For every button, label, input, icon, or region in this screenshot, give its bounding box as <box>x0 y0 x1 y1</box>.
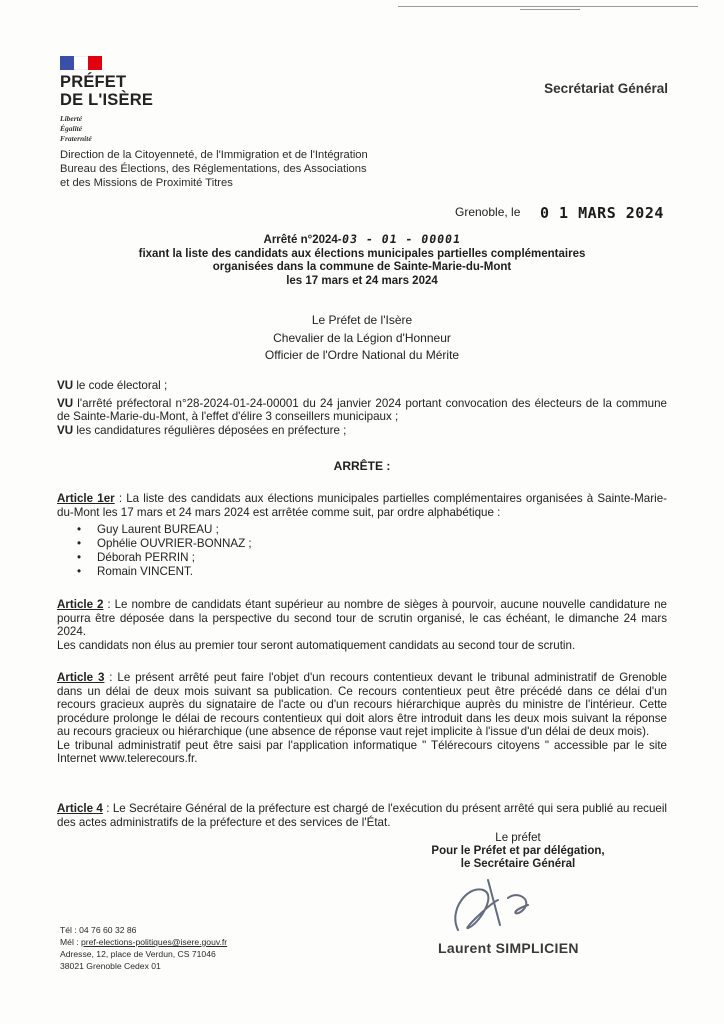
title-line-2: fixant la liste des candidats aux élections municipales partielles complémentaires <box>138 247 586 260</box>
prefecture-brand <box>60 73 153 109</box>
article-3-label: Article 3 <box>57 671 105 684</box>
visa-label: VU <box>57 396 74 410</box>
date-stamp: 0 1 MARS 2024 <box>540 204 664 222</box>
arrete-heading: ARRÊTE : <box>333 459 391 473</box>
article-2 <box>57 598 667 652</box>
candidate-list <box>57 523 667 579</box>
republic-motto <box>60 114 92 144</box>
visa-item <box>57 397 667 424</box>
arrete-number-handwritten: 03 - 01 - 00001 <box>340 232 462 246</box>
candidate-item: • Romain VINCENT. <box>57 565 667 579</box>
footer-email-link[interactable]: pref-elections-politiques@isere.gouv.fr <box>81 937 228 947</box>
signatory-name: Laurent SIMPLICIEN <box>438 940 579 956</box>
signature-line: Pour le Préfet et par délégation, <box>431 845 605 857</box>
article-1-label: Article 1er <box>57 492 115 505</box>
article-2-body: : Le nombre de candidats étant supérieur au nombre de sièges à pourvoir, aucune nouvelle candidature ne pourra être déposée dans la perspective du second tour de scrutin organisé, le cas échéant, le dimanche 24 mars 2024. <box>57 598 667 638</box>
footer-address-1: Adresse, 12, place de Verdun, CS 71046 <box>60 949 216 959</box>
article-4-label: Article 4 <box>57 802 103 815</box>
article-3-text <box>57 671 667 739</box>
direction-line: Bureau des Élections, des Réglementations, des Associations <box>60 163 367 175</box>
title-line-4: les 17 mars et 24 mars 2024 <box>286 274 438 287</box>
article-3 <box>57 671 667 766</box>
direction-line: et des Missions de Proximité Titres <box>60 177 233 189</box>
candidate-item: • Guy Laurent BUREAU ; <box>57 523 667 537</box>
arrete-number-line <box>80 233 644 248</box>
visa-text: l'arrêté préfectoral n°28-2024-01-24-00001 du 24 janvier 2024 portant convocation des électeurs de la commune de Sainte-Marie-du-Mont, à l'effet d'élire 3 conseillers municipaux ; <box>57 396 667 423</box>
motto-fraternite: Fraternité <box>60 134 92 143</box>
scan-artifact-line <box>520 9 580 10</box>
candidate-item: • Ophélie OUVRIER-BONNAZ ; <box>57 537 667 551</box>
authority-line: Le Préfet de l'Isère <box>311 313 413 327</box>
candidate-item: • Déborah PERRIN ; <box>57 551 667 565</box>
scan-artifact-line <box>398 6 698 7</box>
visas-block <box>57 379 667 437</box>
article-3-text-2: Le tribunal administratif peut être saisi par l'application informatique " Télérecours citoyens " accessible par le site Internet www.telerecours.fr. <box>57 738 667 765</box>
article-1-body: : La liste des candidats aux élections municipales partielles complémentaires organisées à Sainte-Marie-du-Mont les 17 mars et 24 mars 2024 est arrêtée comme suit, par ordre alphabétique : <box>57 492 668 519</box>
service-name: Secrétariat Général <box>544 81 668 96</box>
brand-line-2: DE L'ISÈRE <box>60 91 154 109</box>
brand-line-1: PRÉFET <box>60 73 127 91</box>
article-4-body: : Le Secrétaire Général de la préfecture est chargé de l'exécution du présent arrêté qui sera publié au recueil des actes administratifs de la préfecture et des services de l'État. <box>57 802 667 829</box>
footer-mail-label: Mél : <box>60 937 82 947</box>
signature-line: Le préfet <box>495 832 541 844</box>
footer-phone: Tél : 04 76 60 32 86 <box>60 925 137 935</box>
footer-address-2: 38021 Grenoble Cedex 01 <box>60 961 161 971</box>
visa-text: les candidatures régulières déposées en préfecture ; <box>73 423 347 437</box>
article-1 <box>57 492 667 579</box>
visa-item <box>57 424 667 438</box>
article-3-body: : Le présent arrêté peut faire l'objet d'un recours contentieux devant le tribunal administratif de Grenoble dans un délai de deux mois suivant sa publication. Ce recours contentieux peut être précédé dans ce délai d'un recours gracieux auprès du signataire de l'acte ou d'un recours hiérarchique auprès du ministre de l'intérieur. Cette procédure prolonge le délai de recours contentieux qui doit alors être introduit dans les deux mois suivant la réponse au recours gracieux ou hiérarchique (une absence de réponse vaut rejet implicite à l'issue d'un délai de deux mois). <box>57 671 667 738</box>
article-2-label: Article 2 <box>57 598 104 611</box>
article-2-text-2: Les candidats non élus au premier tour seront automatiquement candidats au second tour de scrutin. <box>57 638 576 652</box>
signature-block <box>420 832 616 871</box>
contact-footer <box>60 924 227 972</box>
article-1-text <box>57 492 667 519</box>
article-4 <box>57 802 667 829</box>
title-line-3: organisées dans la commune de Sainte-Marie-du-Mont <box>212 261 512 273</box>
authority-line: Officier de l'Ordre National du Mérite <box>264 348 460 362</box>
authority-block <box>60 312 664 365</box>
marianne-flag-logo <box>60 56 102 70</box>
motto-egalite: Égalité <box>60 124 83 133</box>
motto-liberte: Liberté <box>60 114 83 123</box>
handwritten-signature <box>438 870 588 940</box>
direction-line: Direction de la Citoyenneté, de l'Immigration et de l'Intégration <box>60 149 368 161</box>
arrete-prefix: Arrêté n°2024- <box>263 234 342 246</box>
visa-label: VU <box>57 379 74 392</box>
signature-line: le Secrétaire Général <box>460 858 576 870</box>
document-title <box>80 233 644 288</box>
direction-block <box>60 148 368 190</box>
authority-line: Chevalier de la Légion d'Honneur <box>273 330 451 345</box>
article-2-text <box>57 598 667 639</box>
visa-item <box>57 379 667 393</box>
visa-text: le code électoral ; <box>73 379 168 392</box>
footer-mail-line <box>60 936 227 948</box>
visa-label: VU <box>57 423 74 437</box>
date-place: Grenoble, le <box>455 205 521 219</box>
article-4-text <box>57 802 667 829</box>
